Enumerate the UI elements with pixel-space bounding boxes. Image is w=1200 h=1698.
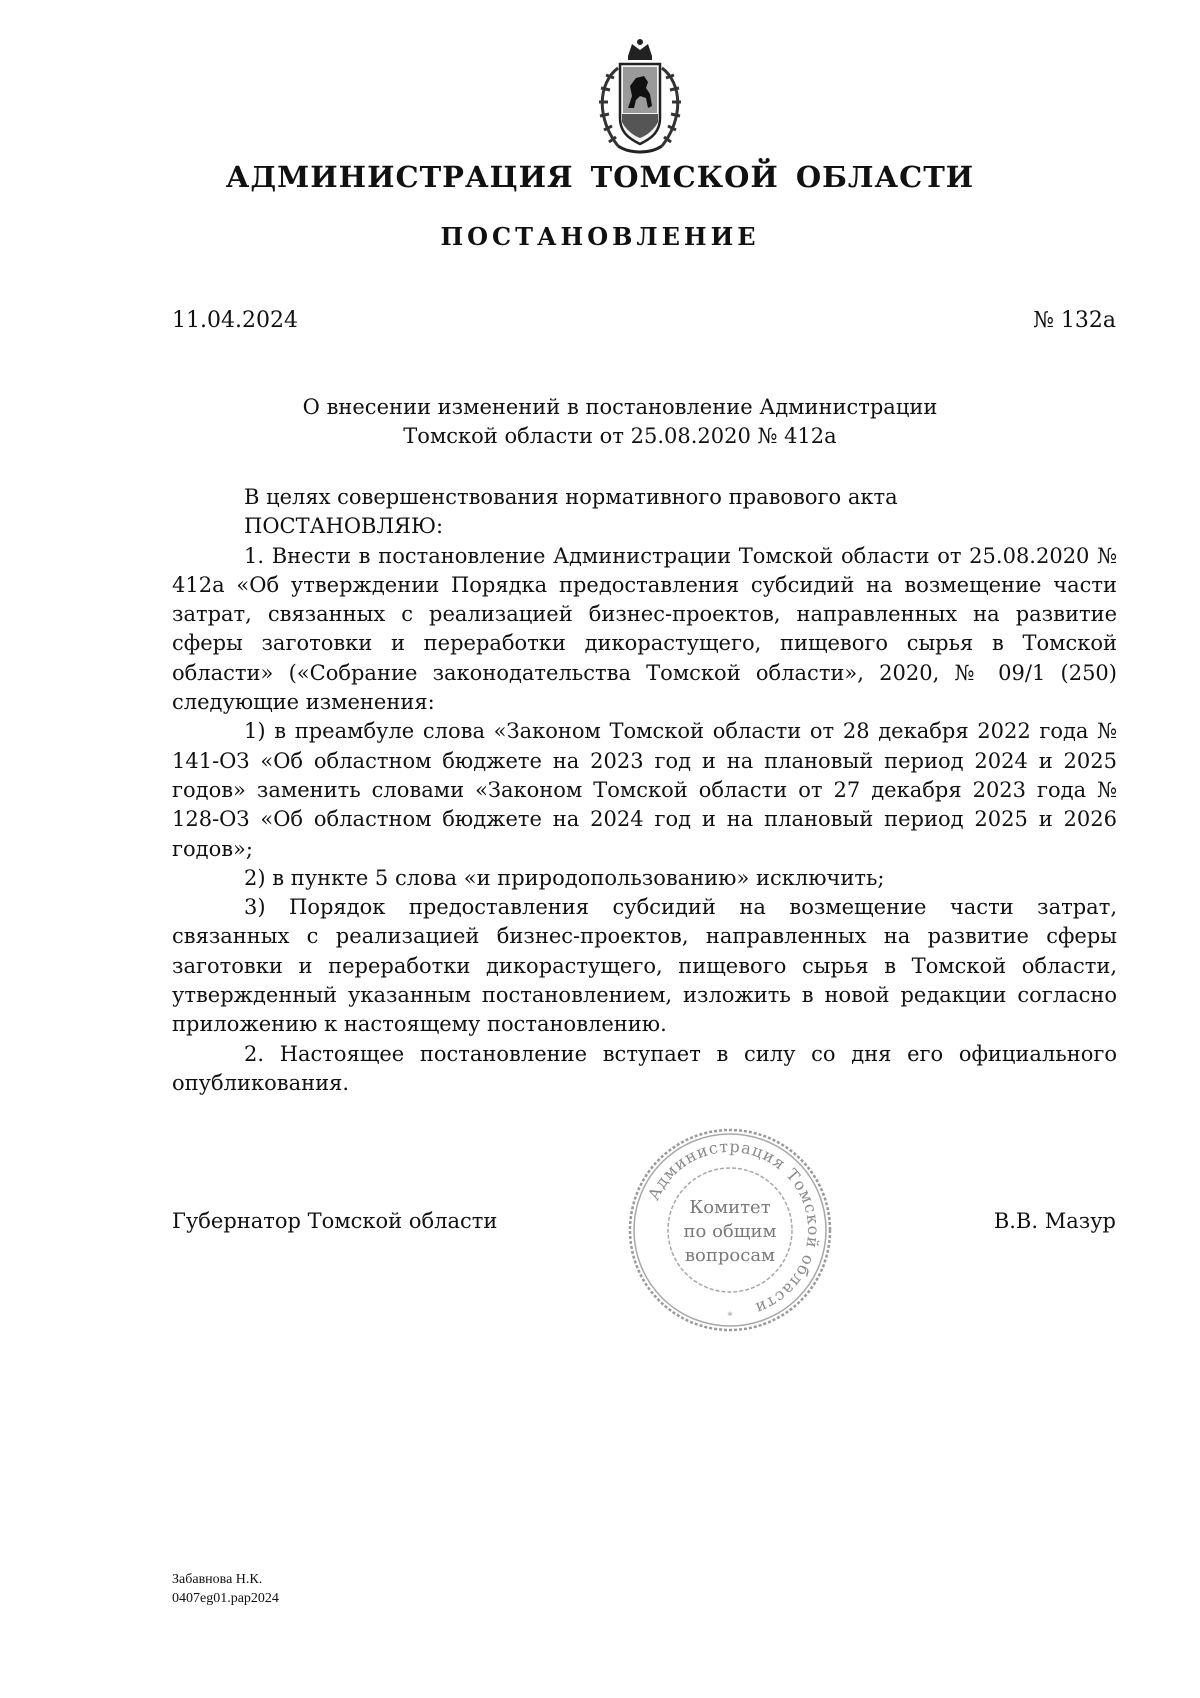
body-paragraph: 3) Порядок предоставления субсидий на возмещение части затрат, связанных с реализацией бизнес-проектов, направленных на развитие сферы заготовки и переработки дикорастущего, пищевого сырья в Томской области, утвержденный указанным постановлением, изложить в новой редакции согласно приложению к настоящему постановлению. <box>172 895 1117 1037</box>
body-paragraph: 2. Настоящее постановление вступает в силу со дня его официального опубликования. <box>172 1041 1117 1095</box>
seal-center-line: Комитет <box>689 1197 771 1218</box>
signatory-name: В.В. Мазур <box>993 1209 1116 1233</box>
seal-ring-text: Администрация Томской области <box>643 1136 824 1319</box>
seal-center-line: вопросам <box>684 1245 776 1266</box>
subject-line: О внесении изменений в постановление Администрации <box>302 395 938 419</box>
document-footer <box>172 1570 279 1608</box>
subject-line: Томской области от 25.08.2020 № 412а <box>403 424 837 448</box>
signatory-position: Губернатор Томской области <box>172 1209 498 1233</box>
file-code: 0407eg01.pap2024 <box>172 1591 279 1606</box>
seal-center-line: по общим <box>683 1221 777 1242</box>
organization-title: АДМИНИСТРАЦИЯ ТОМСКОЙ ОБЛАСТИ <box>225 160 975 194</box>
document-body <box>172 483 1117 1098</box>
body-paragraph: В целях совершенствования нормативного правового акта <box>244 485 898 509</box>
body-paragraph: 1. Внести в постановление Администрации Томской области от 25.08.2020 № 412а «Об утверждении Порядка предоставления субсидий на возмещение части затрат, связанных с реализацией бизнес-проектов, направленных на развитие сферы заготовки и переработки дикорастущего, пищевого сырья в Томской области» («Собрание законодательства Томской области», 2020, № 09/1 (250) следующие изменения: <box>172 543 1117 715</box>
body-paragraph: 1) в преамбуле слова «Законом Томской области от 28 декабря 2022 года № 141-ОЗ «Об областном бюджете на 2023 год и на плановый период 2024 и 2025 годов» заменить словами «Законом Томской области от 27 декабря 2023 года № 128-ОЗ «Об областном бюджете на 2024 год и на плановый период 2025 и 2026 годов»; <box>172 719 1117 861</box>
svg-text:*: * <box>727 1311 733 1322</box>
resolution-word: ПОСТАНОВЛЯЮ: <box>244 514 444 539</box>
document-number: № 132а <box>1033 308 1116 333</box>
document-date: 11.04.2024 <box>172 308 298 333</box>
executor-name: Забавнова Н.К. <box>172 1572 263 1587</box>
document-subject <box>240 393 1000 451</box>
body-paragraph: 2) в пункте 5 слова «и природопользованию» исключить; <box>244 865 885 890</box>
document-type: ПОСТАНОВЛЕНИЕ <box>440 222 760 251</box>
coat-of-arms-icon <box>588 38 692 158</box>
official-seal-stamp <box>625 1125 835 1335</box>
